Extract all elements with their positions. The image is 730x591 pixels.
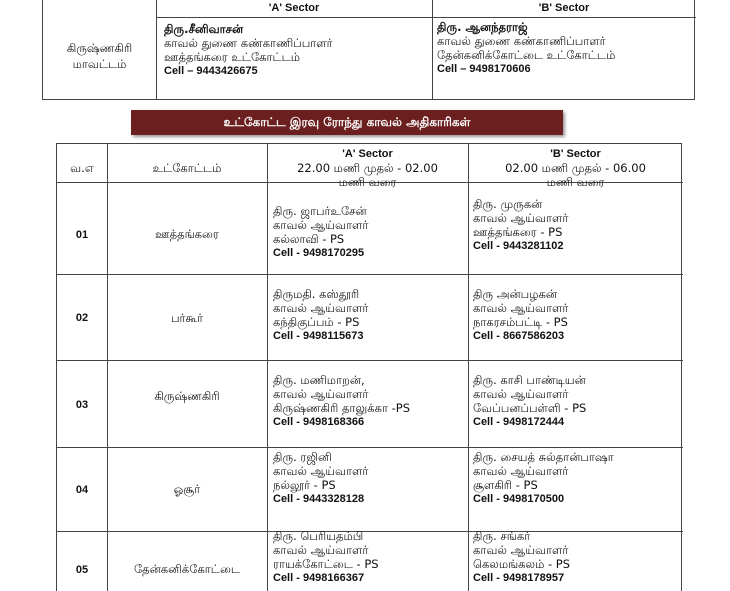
district-line2: மாவட்டம் bbox=[72, 57, 127, 71]
officer-phone: Cell - 9498178957 bbox=[473, 572, 565, 584]
officer-station: சூளகிரி - PS bbox=[473, 478, 538, 492]
header-a-title: 'A' Sector bbox=[342, 148, 393, 160]
row-sno: 05 bbox=[75, 564, 89, 576]
header-b-sector: 'B' Sector bbox=[538, 2, 590, 14]
officer-a-cell bbox=[164, 22, 333, 78]
officer-designation: காவல் ஆய்வாளர் bbox=[273, 301, 369, 315]
row-sno: 01 bbox=[75, 229, 89, 241]
column-divider bbox=[107, 144, 108, 591]
officer-name: திரு. மணிமாறன், bbox=[273, 373, 365, 387]
officer-phone: Cell - 9498170295 bbox=[273, 247, 365, 259]
officer-b-phone: Cell – 9498170606 bbox=[437, 63, 531, 75]
officer-phone: Cell - 9498168366 bbox=[273, 416, 365, 428]
header-b-sector bbox=[468, 147, 683, 189]
officer-designation: காவல் ஆய்வாளர் bbox=[273, 464, 369, 478]
officer-b-office: தேன்கனிக்கோட்டை உட்கோட்டம் bbox=[437, 48, 616, 62]
row-subdivision: தேன்கனிக்கோட்டை bbox=[134, 562, 240, 576]
header-b-time2: மணி வரை bbox=[546, 175, 605, 189]
row-b-officer bbox=[473, 450, 614, 506]
section-banner: உட்கோட்ட இரவு ரோந்து காவல் அதிகாரிகள் bbox=[131, 110, 563, 135]
row-a-officer bbox=[273, 450, 368, 506]
officer-name: திரு. முருகன் bbox=[473, 197, 543, 211]
officer-station: கல்லாவி - PS bbox=[273, 232, 345, 246]
row-divider bbox=[57, 447, 683, 448]
row-subdivision: ஓசூர் bbox=[173, 482, 201, 496]
officer-phone: Cell - 9498166367 bbox=[273, 572, 365, 584]
officer-a-name: திரு.சீனிவாசன் bbox=[164, 22, 244, 36]
officer-phone: Cell - 9443328128 bbox=[273, 493, 365, 505]
officer-name: திருமதி. கஸ்தூரி bbox=[273, 287, 360, 301]
header-subdivision: உட்கோட்டம் bbox=[152, 161, 222, 175]
row-a-officer bbox=[273, 204, 368, 260]
officer-name: திரு. காசி பாண்டியன் bbox=[473, 373, 586, 387]
officer-name: திரு. ரஜினி bbox=[273, 450, 332, 464]
officer-b-cell bbox=[437, 20, 615, 76]
row-a-officer bbox=[273, 287, 368, 343]
officer-designation: காவல் ஆய்வாளர் bbox=[273, 218, 369, 232]
officer-name: திரு. சையத் சுல்தான்பாஷா bbox=[473, 450, 614, 464]
officer-designation: காவல் ஆய்வாளர் bbox=[473, 543, 569, 557]
column-divider bbox=[156, 0, 157, 100]
row-divider bbox=[57, 274, 683, 275]
row-b-officer bbox=[473, 373, 586, 429]
header-a-time2: மணி வரை bbox=[338, 175, 397, 189]
row-subdivision: ஊத்தங்கரை bbox=[155, 227, 219, 241]
officer-name: திரு. சங்கர் bbox=[473, 529, 531, 543]
officer-a-designation: காவல் துணை கண்காணிப்பாளர் bbox=[164, 36, 333, 50]
officer-phone: Cell - 9498172444 bbox=[473, 416, 565, 428]
district-cell bbox=[43, 40, 156, 72]
header-b-title: 'B' Sector bbox=[550, 148, 601, 160]
header-b-time1: 02.00 மணி முதல் - 06.00 bbox=[505, 161, 646, 175]
row-subdivision: கிருஷ்ணகிரி bbox=[154, 389, 220, 403]
officer-a-phone: Cell – 9443426675 bbox=[164, 65, 258, 77]
officer-designation: காவல் ஆய்வாளர் bbox=[273, 387, 369, 401]
officer-designation: காவல் ஆய்வாளர் bbox=[473, 387, 569, 401]
header-a-sector: 'A' Sector bbox=[268, 2, 320, 14]
row-sno: 04 bbox=[75, 484, 89, 496]
officer-phone: Cell - 9498170500 bbox=[473, 493, 565, 505]
officer-station: ஊத்தங்கரை - PS bbox=[473, 225, 563, 239]
officer-station: ராயக்கோட்டை - PS bbox=[273, 557, 379, 571]
officer-phone: Cell - 9498115673 bbox=[273, 330, 364, 342]
officer-station: கந்திகுப்பம் - PS bbox=[273, 315, 360, 329]
row-b-officer bbox=[473, 197, 568, 253]
officer-phone: Cell - 8667586203 bbox=[473, 330, 565, 342]
row-sno: 03 bbox=[75, 399, 89, 411]
row-subdivision: பர்கூர் bbox=[170, 311, 204, 325]
officer-station: நாகரசம்பட்டி - PS bbox=[473, 315, 568, 329]
column-divider bbox=[432, 0, 433, 100]
row-sno: 02 bbox=[75, 312, 89, 324]
officer-station: நல்லூர் - PS bbox=[273, 478, 336, 492]
officer-station: கிருஷ்ணகிரி தாலுக்கா -PS bbox=[273, 401, 411, 415]
row-a-officer bbox=[273, 373, 410, 429]
officer-b-name: திரு. ஆனந்தராஜ் bbox=[437, 20, 528, 34]
column-divider bbox=[468, 144, 469, 591]
officer-name: திரு. ஜாபர்உசேன் bbox=[273, 204, 367, 218]
officer-name: திரு. பெரியதம்பி bbox=[273, 529, 364, 543]
row-divider bbox=[57, 360, 683, 361]
night-patrol-table bbox=[56, 143, 682, 591]
officer-designation: காவல் ஆய்வாளர் bbox=[273, 543, 369, 557]
dsp-table bbox=[42, 0, 695, 100]
officer-designation: காவல் ஆய்வாளர் bbox=[473, 464, 569, 478]
header-a-time1: 22.00 மணி முதல் - 02.00 bbox=[297, 161, 438, 175]
header-a-sector bbox=[267, 147, 468, 189]
officer-station: வேப்பனப்பள்ளி - PS bbox=[473, 401, 587, 415]
officer-a-office: ஊத்தங்கரை உட்கோட்டம் bbox=[164, 50, 301, 64]
officer-designation: காவல் ஆய்வாளர் bbox=[473, 301, 569, 315]
row-a-officer bbox=[273, 529, 379, 585]
column-divider bbox=[267, 144, 268, 591]
officer-designation: காவல் ஆய்வாளர் bbox=[473, 211, 569, 225]
officer-name: திரு அன்பழகன் bbox=[473, 287, 557, 301]
officer-b-designation: காவல் துணை கண்காணிப்பாளர் bbox=[437, 34, 606, 48]
row-b-officer bbox=[473, 287, 568, 343]
district-line1: கிருஷ்ணகிரி bbox=[66, 41, 133, 55]
officer-station: கெலமங்கலம் - PS bbox=[473, 557, 571, 571]
header-divider bbox=[156, 17, 696, 18]
header-sno: வ.எ bbox=[70, 161, 94, 175]
officer-phone: Cell - 9443281102 bbox=[473, 240, 564, 252]
row-b-officer bbox=[473, 529, 570, 585]
